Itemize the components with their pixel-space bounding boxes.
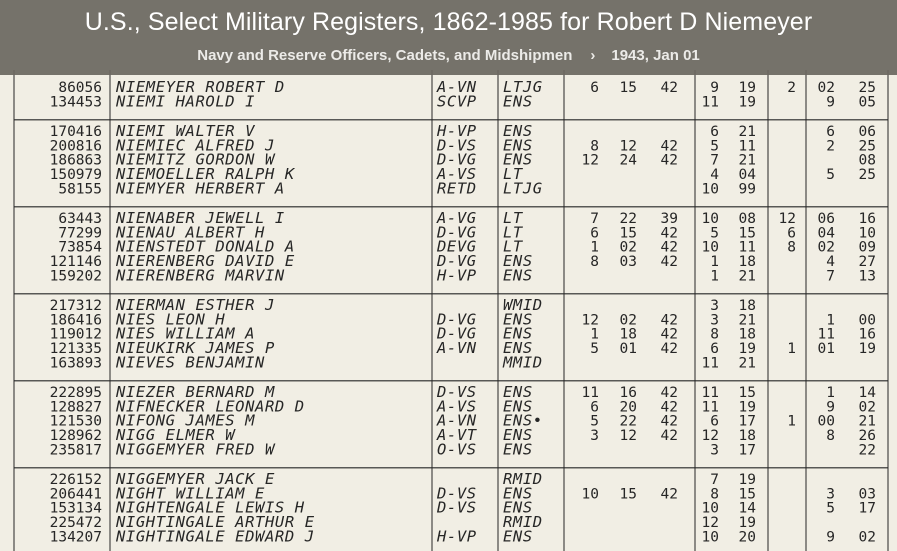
cell-rank-code: A-VS bbox=[437, 397, 477, 416]
cell-d7: 04 bbox=[817, 225, 835, 242]
cell-d5: 11 bbox=[738, 138, 756, 155]
cell-d4: 11 bbox=[701, 355, 719, 372]
cell-rank-code: A-VN bbox=[437, 339, 477, 357]
cell-name: NIERENBERG MARVIN bbox=[116, 266, 285, 285]
cell-d3: 42 bbox=[660, 428, 678, 444]
cell-file-no: 159202 bbox=[49, 268, 102, 285]
cell-name: NIGHT WILLIAM E bbox=[116, 484, 265, 503]
cell-rank-code: D-VS bbox=[437, 498, 477, 517]
cell-rank-code: DEVG bbox=[437, 237, 477, 256]
cell-d8: 09 bbox=[858, 239, 876, 256]
cell-file-no: 153134 bbox=[49, 500, 102, 517]
cell-d7: 8 bbox=[826, 428, 835, 444]
cell-d4: 3 bbox=[710, 298, 719, 315]
cell-d8: 05 bbox=[858, 94, 876, 111]
cell-d5: 19 bbox=[738, 80, 756, 96]
cell-d3: 42 bbox=[660, 138, 678, 155]
cell-d3: 42 bbox=[660, 152, 678, 169]
cell-rank-code: H-VP bbox=[437, 527, 477, 546]
cell-rank-code: D-VS bbox=[437, 484, 477, 503]
cell-d2: 20 bbox=[619, 399, 637, 416]
cell-file-no: 186416 bbox=[49, 312, 102, 329]
cell-rank-code: D-VS bbox=[437, 383, 477, 402]
cell-d5: 18 bbox=[738, 254, 756, 270]
cell-name: NIEMI WALTER V bbox=[116, 122, 256, 141]
cell-name: NIGHTENGALE LEWIS H bbox=[116, 498, 305, 517]
cell-rank-code: H-VP bbox=[437, 122, 477, 141]
cell-name: NIEMOELLER RALPH K bbox=[116, 165, 295, 183]
cell-d8: 00 bbox=[858, 312, 876, 329]
cell-rank: ENS bbox=[503, 426, 533, 444]
cell-d8: 13 bbox=[858, 268, 876, 285]
cell-d7: 9 bbox=[826, 94, 835, 111]
cell-rank-code: O-VS bbox=[437, 440, 477, 459]
cell-file-no: 58155 bbox=[58, 181, 102, 198]
cell-file-no: 226152 bbox=[49, 472, 102, 489]
cell-d7: 6 bbox=[826, 124, 835, 141]
cell-name: NIENSTEDT DONALD A bbox=[116, 237, 295, 256]
cell-d5: 19 bbox=[738, 94, 756, 111]
cell-d4: 3 bbox=[710, 312, 719, 329]
cell-d7: 9 bbox=[826, 529, 835, 546]
cell-rank: LT bbox=[503, 209, 523, 228]
cell-d4: 5 bbox=[710, 225, 719, 242]
cell-d5: 19 bbox=[738, 515, 756, 531]
cell-file-no: 128827 bbox=[49, 399, 102, 416]
cell-rank: LT bbox=[503, 165, 523, 183]
cell-d3: 42 bbox=[660, 326, 678, 343]
cell-d5: 17 bbox=[738, 413, 756, 430]
cell-rank-code: A-VG bbox=[437, 209, 477, 228]
cell-file-no: 121335 bbox=[49, 341, 102, 357]
cell-name: NIEMI HAROLD I bbox=[116, 92, 256, 111]
cell-rank-code: D-VG bbox=[437, 223, 477, 242]
cell-d7: 00 bbox=[817, 413, 835, 430]
cell-d2: 22 bbox=[619, 413, 637, 430]
cell-name: NIGHTINGALE ARTHUR E bbox=[116, 513, 315, 531]
cell-d1: 1 bbox=[590, 239, 599, 256]
cell-rank-code: D-VS bbox=[437, 136, 477, 155]
cell-file-no: 225472 bbox=[49, 515, 102, 531]
cell-rank: LT bbox=[503, 223, 523, 242]
cell-d4: 6 bbox=[710, 341, 719, 357]
breadcrumb bbox=[0, 47, 897, 64]
cell-d7: 06 bbox=[817, 211, 835, 228]
cell-d5: 20 bbox=[738, 529, 756, 546]
cell-d4: 6 bbox=[710, 124, 719, 141]
cell-d4: 9 bbox=[710, 80, 719, 96]
cell-rank: ENS• bbox=[503, 411, 543, 430]
cell-d2: 12 bbox=[619, 428, 637, 444]
cell-d1: 8 bbox=[590, 138, 599, 155]
cell-d5: 19 bbox=[738, 399, 756, 416]
cell-d4: 10 bbox=[701, 211, 719, 228]
cell-rank: LTJG bbox=[503, 78, 543, 96]
cell-d7: 01 bbox=[817, 341, 835, 357]
cell-name: NIENAU ALBERT H bbox=[116, 223, 265, 242]
cell-file-no: 150979 bbox=[49, 167, 102, 183]
cell-d8: 17 bbox=[858, 500, 876, 517]
cell-d5: 11 bbox=[738, 239, 756, 256]
cell-d5: 99 bbox=[738, 181, 756, 198]
cell-file-no: 63443 bbox=[58, 211, 102, 228]
cell-d4: 11 bbox=[701, 94, 719, 111]
cell-d8: 16 bbox=[858, 326, 876, 343]
cell-rank-code: RETD bbox=[437, 179, 477, 198]
record-header bbox=[0, 0, 897, 75]
cell-rank-code: D-VG bbox=[437, 324, 477, 343]
cell-rank: ENS bbox=[503, 324, 533, 343]
cell-file-no: 128962 bbox=[49, 428, 102, 444]
cell-d7: 02 bbox=[817, 239, 835, 256]
cell-rank: ENS bbox=[503, 440, 533, 459]
cell-d2: 15 bbox=[619, 80, 637, 96]
cell-rank: ENS bbox=[503, 266, 533, 285]
cell-rank-code: SCVP bbox=[437, 92, 477, 111]
cell-d1: 5 bbox=[590, 341, 599, 357]
cell-d5: 21 bbox=[738, 355, 756, 372]
cell-file-no: 186863 bbox=[49, 152, 102, 169]
cell-rank: ENS bbox=[503, 484, 533, 503]
cell-d6: 2 bbox=[787, 80, 796, 96]
cell-d5: 21 bbox=[738, 312, 756, 329]
cell-d1: 6 bbox=[590, 399, 599, 416]
cell-rank-code: A-VN bbox=[437, 411, 477, 430]
cell-d1: 5 bbox=[590, 413, 599, 430]
cell-rank-code: A-VN bbox=[437, 78, 477, 96]
cell-d4: 10 bbox=[701, 529, 719, 546]
cell-d5: 18 bbox=[738, 298, 756, 315]
cell-file-no: 121530 bbox=[49, 413, 102, 430]
cell-rank: RMID bbox=[503, 470, 543, 489]
cell-d4: 1 bbox=[710, 254, 719, 270]
cell-d2: 16 bbox=[619, 385, 637, 402]
cell-d2: 01 bbox=[619, 341, 637, 357]
cell-d8: 21 bbox=[858, 413, 876, 430]
cell-d4: 8 bbox=[710, 326, 719, 343]
cell-rank-code: H-VP bbox=[437, 266, 477, 285]
breadcrumb-date-link[interactable]: 1943, Jan 01 bbox=[611, 47, 700, 64]
cell-d4: 7 bbox=[710, 472, 719, 489]
cell-d4: 4 bbox=[710, 167, 719, 183]
cell-name: NIES LEON H bbox=[116, 310, 226, 329]
cell-rank: LT bbox=[503, 237, 523, 256]
cell-name: NIGGEMYER FRED W bbox=[116, 440, 275, 459]
cell-d7: 9 bbox=[826, 399, 835, 416]
cell-file-no: 217312 bbox=[49, 298, 102, 315]
cell-d7: 1 bbox=[826, 385, 835, 402]
cell-name: NIERMAN ESTHER J bbox=[116, 296, 275, 315]
cell-d4: 11 bbox=[701, 385, 719, 402]
cell-rank-code: A-VT bbox=[437, 426, 477, 444]
cell-rank: ENS bbox=[503, 397, 533, 416]
cell-rank: ENS bbox=[503, 92, 533, 111]
cell-name: NIEMYER HERBERT A bbox=[116, 179, 285, 198]
cell-rank: ENS bbox=[503, 252, 533, 270]
cell-d4: 12 bbox=[701, 515, 719, 531]
cell-d7: 1 bbox=[826, 312, 835, 329]
cell-file-no: 163893 bbox=[49, 355, 102, 372]
cell-d3: 42 bbox=[660, 413, 678, 430]
cell-d2: 02 bbox=[619, 312, 637, 329]
cell-file-no: 235817 bbox=[49, 442, 102, 459]
cell-d7: 2 bbox=[826, 138, 835, 155]
cell-name: NIERENBERG DAVID E bbox=[116, 252, 295, 270]
cell-file-no: 86056 bbox=[58, 80, 102, 96]
cell-rank: LTJG bbox=[503, 179, 543, 198]
cell-d8: 03 bbox=[858, 486, 876, 503]
cell-rank: WMID bbox=[503, 296, 543, 315]
cell-d7: 3 bbox=[826, 486, 835, 503]
cell-d8: 16 bbox=[858, 211, 876, 228]
cell-name: NIES WILLIAM A bbox=[116, 324, 256, 343]
cell-d8: 26 bbox=[858, 428, 876, 444]
cell-d3: 42 bbox=[660, 239, 678, 256]
cell-d8: 25 bbox=[858, 167, 876, 183]
cell-d1: 3 bbox=[590, 428, 599, 444]
cell-d5: 08 bbox=[738, 211, 756, 228]
cell-d6: 6 bbox=[787, 225, 796, 242]
cell-d4: 10 bbox=[701, 500, 719, 517]
cell-d5: 21 bbox=[738, 152, 756, 169]
cell-d3: 42 bbox=[660, 254, 678, 270]
cell-d4: 6 bbox=[710, 413, 719, 430]
cell-d8: 02 bbox=[858, 529, 876, 546]
cell-name: NIFONG JAMES M bbox=[116, 411, 256, 430]
cell-d5: 15 bbox=[738, 225, 756, 242]
cell-d1: 1 bbox=[590, 326, 599, 343]
cell-d8: 02 bbox=[858, 399, 876, 416]
cell-rank: ENS bbox=[503, 136, 533, 155]
cell-d1: 6 bbox=[590, 225, 599, 242]
cell-d7: 02 bbox=[817, 80, 835, 96]
cell-rank: ENS bbox=[503, 498, 533, 517]
cell-name: NIGHTINGALE EDWARD J bbox=[116, 527, 315, 546]
cell-file-no: 134207 bbox=[49, 529, 102, 546]
cell-rank-code: A-VS bbox=[437, 165, 477, 183]
cell-d3: 42 bbox=[660, 312, 678, 329]
cell-name: NIFNECKER LEONARD D bbox=[116, 397, 305, 416]
cell-d3: 42 bbox=[660, 399, 678, 416]
cell-d4: 5 bbox=[710, 138, 719, 155]
cell-d2: 12 bbox=[619, 138, 637, 155]
cell-rank-code: D-VG bbox=[437, 150, 477, 169]
cell-rank-code: D-VG bbox=[437, 310, 477, 329]
cell-d5: 19 bbox=[738, 341, 756, 357]
cell-d5: 15 bbox=[738, 385, 756, 402]
cell-d8: 19 bbox=[858, 341, 876, 357]
cell-d8: 08 bbox=[858, 152, 876, 169]
record-title: U.S., Select Military Registers, 1862-1985 for Robert D Niemeyer bbox=[84, 8, 813, 36]
cell-d6: 12 bbox=[778, 211, 796, 228]
cell-rank: ENS bbox=[503, 122, 533, 141]
cell-d8: 25 bbox=[858, 80, 876, 96]
cell-name: NIEUKIRK JAMES P bbox=[116, 339, 275, 357]
cell-d4: 8 bbox=[710, 486, 719, 503]
cell-name: NIEMEYER ROBERT D bbox=[116, 78, 285, 96]
cell-d8: 06 bbox=[858, 124, 876, 141]
cell-d1: 12 bbox=[581, 152, 599, 169]
cell-d8: 27 bbox=[858, 254, 876, 270]
cell-d6: 1 bbox=[787, 413, 796, 430]
cell-file-no: 200816 bbox=[49, 138, 102, 155]
cell-d8: 22 bbox=[858, 442, 876, 459]
cell-d7: 5 bbox=[826, 500, 835, 517]
cell-d5: 21 bbox=[738, 124, 756, 141]
cell-d5: 18 bbox=[738, 326, 756, 343]
cell-d1: 7 bbox=[590, 211, 599, 228]
cell-d2: 24 bbox=[619, 152, 637, 169]
cell-d5: 19 bbox=[738, 472, 756, 489]
cell-file-no: 206441 bbox=[49, 486, 102, 503]
cell-d5: 17 bbox=[738, 442, 756, 459]
cell-d7: 5 bbox=[826, 167, 835, 183]
cell-d1: 8 bbox=[590, 254, 599, 270]
cell-rank: ENS bbox=[503, 339, 533, 357]
cell-name: NIEVES BENJAMIN bbox=[116, 353, 265, 372]
cell-d6: 1 bbox=[787, 341, 796, 357]
cell-d3: 42 bbox=[660, 341, 678, 357]
cell-d7: 7 bbox=[826, 268, 835, 285]
cell-file-no: 134453 bbox=[49, 94, 102, 111]
cell-d3: 42 bbox=[660, 486, 678, 503]
cell-d8: 25 bbox=[858, 138, 876, 155]
cell-name: NIGGEMYER JACK E bbox=[116, 470, 275, 489]
cell-d8: 10 bbox=[858, 225, 876, 242]
cell-name: NIGG ELMER W bbox=[116, 426, 236, 444]
cell-d2: 15 bbox=[619, 486, 637, 503]
cell-rank: ENS bbox=[503, 527, 533, 546]
cell-d2: 22 bbox=[619, 211, 637, 228]
cell-d4: 3 bbox=[710, 442, 719, 459]
cell-d2: 03 bbox=[619, 254, 637, 270]
cell-d4: 12 bbox=[701, 428, 719, 444]
cell-d4: 11 bbox=[701, 399, 719, 416]
cell-rank: ENS bbox=[503, 383, 533, 402]
cell-d7: 11 bbox=[817, 326, 835, 343]
cell-file-no: 121146 bbox=[49, 254, 102, 270]
cell-d3: 42 bbox=[660, 80, 678, 96]
cell-d1: 10 bbox=[581, 486, 599, 503]
cell-d2: 15 bbox=[619, 225, 637, 242]
cell-rank: MMID bbox=[503, 353, 543, 372]
cell-file-no: 73854 bbox=[58, 239, 102, 256]
cell-d5: 15 bbox=[738, 486, 756, 503]
cell-d2: 18 bbox=[619, 326, 637, 343]
cell-name: NIEMITZ GORDON W bbox=[116, 150, 275, 169]
cell-rank-code: D-VG bbox=[437, 252, 477, 270]
cell-file-no: 119012 bbox=[49, 326, 102, 343]
cell-d5: 18 bbox=[738, 428, 756, 444]
cell-d3: 39 bbox=[660, 211, 678, 228]
cell-name: NIEZER BERNARD M bbox=[116, 383, 275, 402]
cell-rank: RMID bbox=[503, 513, 543, 531]
cell-d2: 02 bbox=[619, 239, 637, 256]
cell-d3: 42 bbox=[660, 385, 678, 402]
cell-d7: 4 bbox=[826, 254, 835, 270]
cell-file-no: 77299 bbox=[58, 225, 102, 242]
cell-d4: 10 bbox=[701, 181, 719, 198]
cell-d5: 04 bbox=[738, 167, 756, 183]
cell-name: NIEMIEC ALFRED J bbox=[116, 136, 275, 155]
cell-d5: 14 bbox=[738, 500, 756, 517]
cell-d5: 21 bbox=[738, 268, 756, 285]
breadcrumb-collection-link[interactable]: Navy and Reserve Officers, Cadets, and Midshipmen bbox=[197, 47, 573, 64]
cell-d3: 42 bbox=[660, 225, 678, 242]
cell-d4: 1 bbox=[710, 268, 719, 285]
chevron-right-icon: › bbox=[590, 47, 596, 64]
cell-file-no: 170416 bbox=[49, 124, 102, 141]
cell-d1: 6 bbox=[590, 80, 599, 96]
cell-d1: 11 bbox=[581, 385, 599, 402]
cell-file-no: 222895 bbox=[49, 385, 102, 402]
cell-rank: ENS bbox=[503, 310, 533, 329]
cell-d1: 12 bbox=[581, 312, 599, 329]
cell-name: NIENABER JEWELL I bbox=[116, 209, 285, 228]
cell-rank: ENS bbox=[503, 150, 533, 169]
cell-d4: 10 bbox=[701, 239, 719, 256]
cell-d4: 7 bbox=[710, 152, 719, 169]
cell-d6: 8 bbox=[787, 239, 796, 256]
cell-d8: 14 bbox=[858, 385, 876, 402]
